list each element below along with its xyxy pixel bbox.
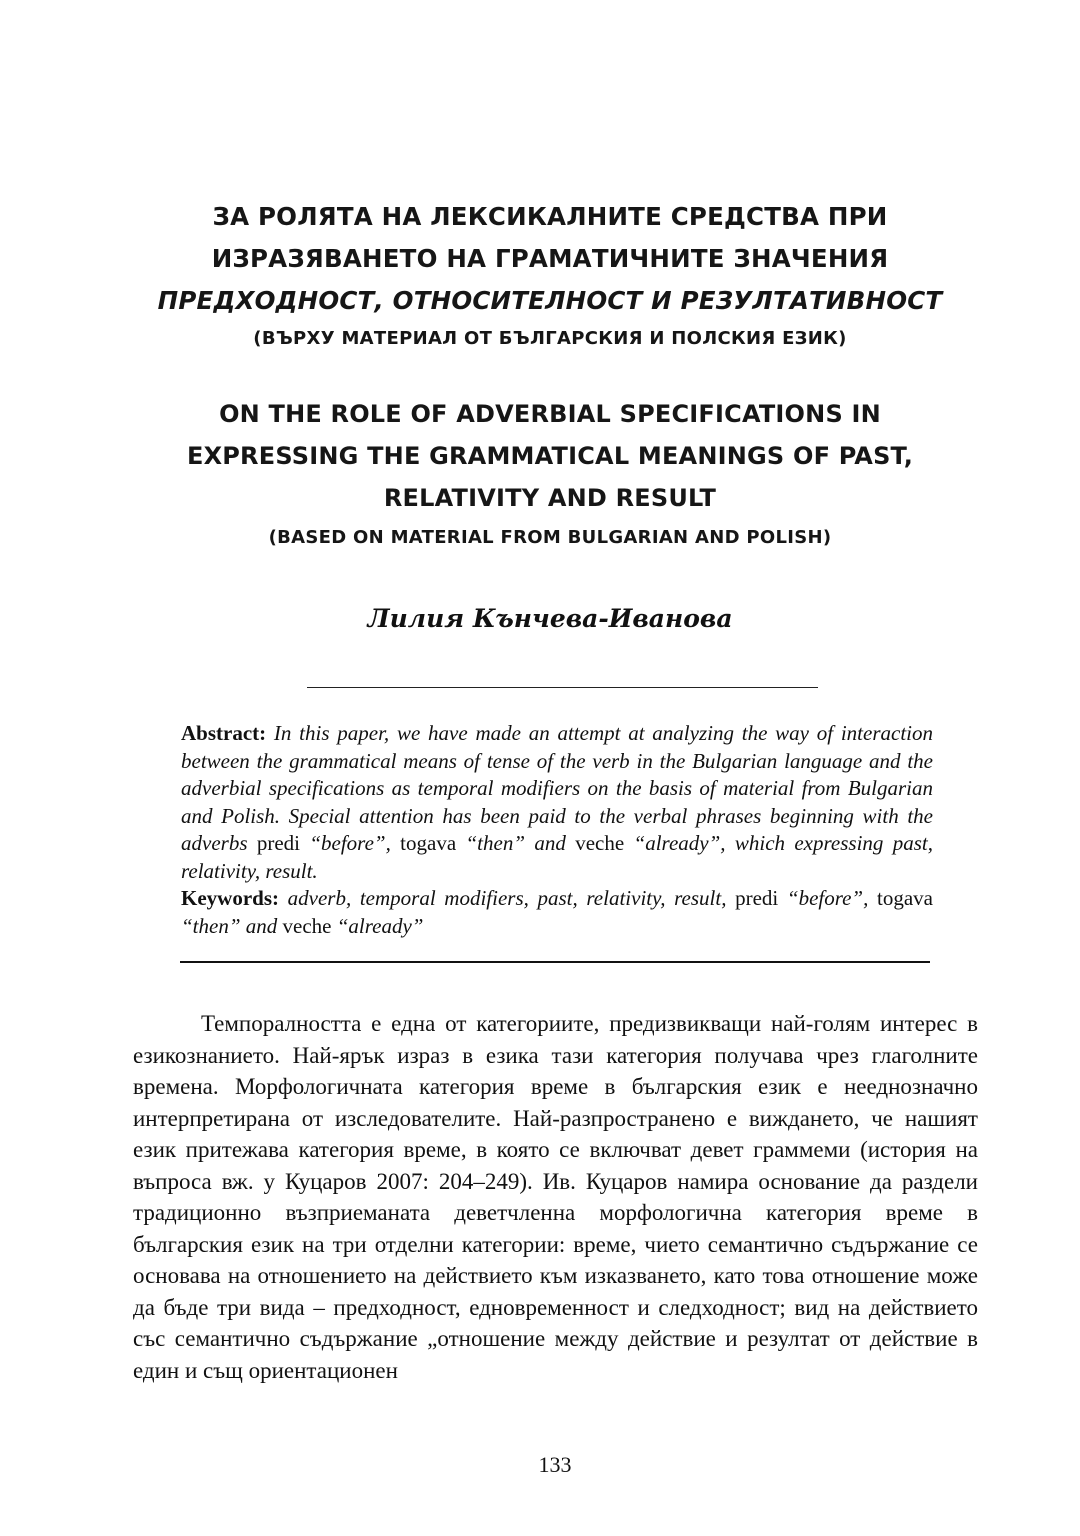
body-text: [133, 1008, 978, 1386]
divider-top: [307, 687, 818, 688]
keywords-text-2: “before”,: [778, 886, 877, 910]
keywords-text-4: “already”: [331, 913, 424, 938]
title-bg-line-3: ПРЕДХОДНОСТ, ОТНОСИТЕЛНОСТ И РЕЗУЛТАТИВНОСТ: [157, 286, 943, 315]
abstract-paragraph: [181, 720, 933, 885]
keywords-word-veche: veche: [282, 913, 332, 938]
title-en-line-1: ON THE ROLE OF ADVERBIAL SPECIFICATIONS IN: [219, 400, 881, 428]
page-number: 133: [538, 1452, 572, 1477]
abstract-block: [181, 720, 933, 940]
divider-bottom: [180, 961, 930, 963]
title-english: [140, 393, 960, 553]
abstract-text-4: “already”, which expressing past, relativity, result.: [181, 831, 933, 883]
title-bg-line-1: ЗА РОЛЯТА НА ЛЕКСИКАЛНИТЕ СРЕДСТВА ПРИ: [212, 202, 888, 231]
keywords-word-togava: togava: [877, 886, 933, 910]
keywords-paragraph: [181, 885, 933, 940]
abstract-word-predi: predi: [256, 831, 300, 855]
keywords-word-predi: predi: [735, 886, 779, 910]
title-en-line-2: EXPRESSING THE GRAMMATICAL MEANINGS OF PAST,: [186, 442, 914, 470]
body-paragraph: Темпоралността е една от категориите, предизвикващи най-голям интерес в езикознанието. Най-ярък израз в езика тази категория получава чрез глаголните времена. Морфологичната категория време в българския език е нееднозначно интерпретирана от изследователите. Най-разпространено е виждането, че нашият език притежава категория време, в която се включват девет граммеми (история на въпроса вж. у Куцаров 2007: 204–249). Ив. Куцаров намира основание да раздели традиционно възприеманата деветчленна морфологична категория време в българския език на три отделни категории: време, чието семантично съдържание се основава на отношението на действието към изказването, като това отношение може да бъде три вида – предходност, едновременност и следходност; вид на действието със семантично съдържание „отношение между действие и резултат от действие в един и същ ориентационен: [133, 1011, 978, 1383]
abstract-word-veche: veche: [575, 831, 625, 855]
abstract-word-togava: togava: [400, 831, 457, 855]
subtitle-en: (BASED ON MATERIAL FROM BULGARIAN AND POLISH): [268, 527, 832, 548]
title-en-line-3: RELATIVITY AND RESULT: [383, 484, 717, 512]
keywords-text-3: “then” and: [181, 913, 283, 938]
keywords-text-1: adverb, temporal modifiers, past, relativity, result,: [279, 886, 736, 910]
keywords-label: Keywords:: [181, 886, 279, 910]
abstract-text-3: “then” and: [456, 831, 576, 855]
abstract-text-1: In this paper, we have made an attempt at analyzing the way of interaction between the grammatical means of tense of the verb in the Bulgarian language and the adverbial specifications as temporal modifiers on the basis of material from Bulgarian and Polish. Special attention has been paid to the verbal phrases beginning with the adverbs: [181, 721, 933, 855]
abstract-text-2: “before”,: [300, 831, 401, 855]
author-name: Лилия Кънчева-Иванова: [367, 604, 733, 633]
title-bg-line-2: ИЗРАЗЯВАНЕТО НА ГРАМАТИЧНИТЕ ЗНАЧЕНИЯ: [211, 244, 889, 273]
subtitle-bg: (ВЪРХУ МАТЕРИАЛ ОТ БЪЛГАРСКИЯ И ПОЛСКИЯ ЕЗИК): [253, 328, 847, 349]
abstract-label: Abstract:: [181, 721, 267, 745]
title-bulgarian: [140, 196, 960, 354]
